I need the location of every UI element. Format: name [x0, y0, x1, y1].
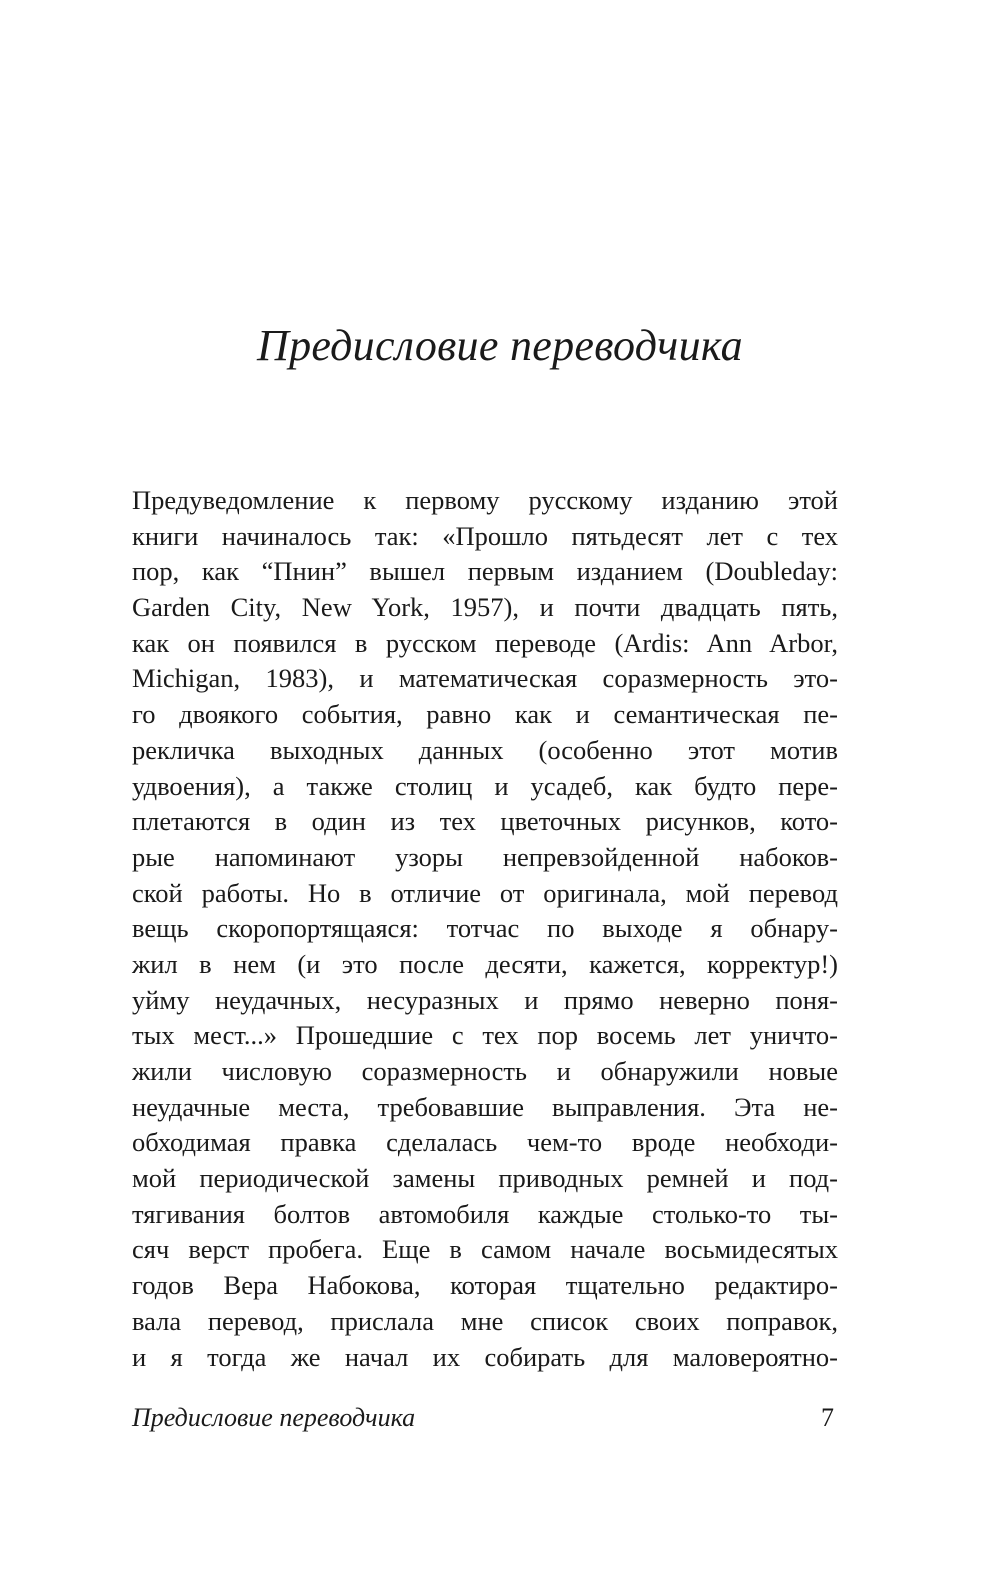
text-line: го двоякого события, равно как и семантическая пе-	[132, 699, 838, 730]
running-footer-title: Предисловие переводчика	[132, 1403, 416, 1432]
text-line: неудачные места, требовавшие выправления. Эта не-	[132, 1091, 838, 1122]
text-line: и я тогда же начал их собирать для маловероятно-	[132, 1341, 838, 1372]
text-line: сяч верст пробега. Еще в самом начале восьмидесятых	[132, 1234, 838, 1265]
text-line: удвоения), а также столиц и усадеб, как будто пере-	[132, 770, 838, 801]
text-line: тых мест...» Прошедшие с тех пор восемь лет уничто-	[132, 1020, 838, 1051]
page-title: Предисловие переводчика	[257, 321, 743, 370]
text-line: пор, как “Пнин” вышел первым изданием (Doubleday:	[132, 556, 838, 587]
text-line: как он появился в русском переводе (Ardis: Ann Arbor,	[132, 627, 838, 658]
text-line: годов Вера Набокова, которая тщательно редактиро-	[132, 1270, 838, 1301]
text-line: тягивания болтов автомобиля каждые столько-то ты-	[132, 1198, 838, 1229]
body-text	[132, 483, 838, 1375]
text-line: Предуведомление к первому русскому изданию этой	[132, 485, 838, 515]
text-line: мой периодической замены приводных ремней и под-	[132, 1163, 838, 1194]
text-line: ской работы. Но в отличие от оригинала, мой перевод	[132, 877, 838, 908]
text-line: рекличка выходных данных (особенно этот мотив	[132, 734, 838, 765]
page-number: 7	[821, 1403, 834, 1432]
text-line: Michigan, 1983), и математическая соразмерность это-	[132, 663, 838, 694]
text-line: Garden City, New York, 1957), и почти двадцать пять,	[132, 592, 838, 623]
text-line: книги начиналось так: «Прошло пятьдесят лет с тех	[132, 520, 838, 551]
text-line: жили числовую соразмерность и обнаружили новые	[132, 1056, 838, 1086]
text-line: вещь скоропортящаяся: тотчас по выходе я обнару-	[132, 913, 838, 944]
text-line: плетаются в один из тех цветочных рисунков, кото-	[132, 806, 838, 837]
text-line: вала перевод, прислала мне список своих поправок,	[132, 1305, 838, 1336]
text-line: рые напоминают узоры непревзойденной набоков-	[132, 841, 838, 872]
text-line: жил в нем (и это после десяти, кажется, корректур!)	[132, 948, 838, 979]
text-line: уйму неудачных, несуразных и прямо неверно поня-	[132, 984, 838, 1015]
text-line: обходимая правка сделалась чем-то вроде необходи-	[132, 1127, 838, 1158]
